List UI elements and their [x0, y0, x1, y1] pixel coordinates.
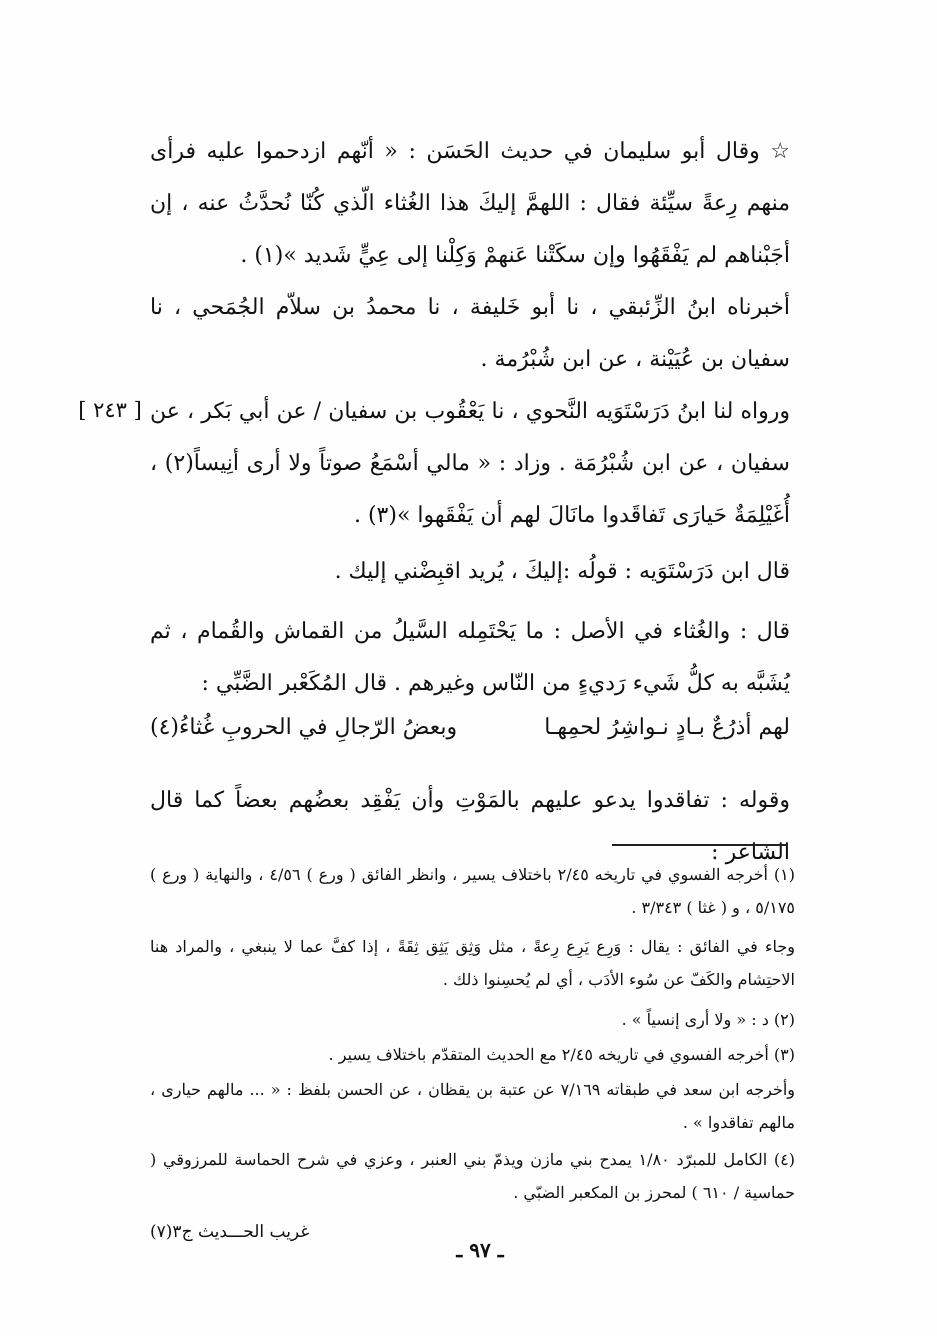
footnote-4: (٤) الكامل للمبرّد ١/٨٠ يمدح بني مازن ويذمّ بني العنبر ، وعزي في شرح الحماسة للمرزوقي ( حماسية / ٦١٠ ) لمحرز بن المكعبر الضبّي . [150, 1150, 796, 1202]
manuscript-page-ref: [ ٢٤٣ ] [78, 398, 142, 422]
footnote-3: (٣) أخرجه الفسوي في تاريخه ٢/٤٥ مع الحديث المتقدّم باختلاف يسير . [328, 1045, 795, 1064]
footnote-3-continued: وأخرجه ابن سعد في طبقاته ٧/١٦٩ عن عتبة بن يقظان ، عن الحسن بلفظ : « ... مالهم حيارى ، مالهم تفاقدوا » . [150, 1080, 796, 1132]
footnote-1: (١) أخرجه الفسوي في تاريخه ٢/٤٥ باختلاف يسير ، وانظر الفائق ( ورع ) ٤/٥٦ ، والنهاية ( ورع ) ٥/١٧٥ ، و ( غثا ) ٣/٣٤٣ . [150, 865, 795, 917]
poetry-verse [150, 715, 790, 740]
page-number: ـ ٩٧ ـ [456, 1238, 504, 1262]
footnote-separator [612, 844, 788, 846]
paragraph-ghutha-meaning: قال : والغُثاء في الأصل : ما يَحْتَمِله السَّيلُ من القماش والقُمام ، ثم يُشَبَّه به كلُّ شَيء رَديءٍ من النّاس وغيرهم . قال المُكَعْبر الضَّبِّي : [150, 619, 790, 696]
book-title-footer: غريب الحـــديث ج٣(٧) [150, 1222, 310, 1242]
paragraph-isnad-zibaqi: أخبرناه ابنُ الزِّئبقي ، نا أبو خَليفة ، نا محمدُ بن سلاّم الجُمَحي ، نا سفيان بن عُيَيْنة ، عن ابن شُبْرُمة . [150, 295, 790, 372]
paragraph-hasan-hadith: ☆ وقال أبو سليمان في حديث الحَسَن : « أنّهم ازدحموا عليه فرأى منهم رِعةً سيِّئة فقال : اللهمَّ إليكَ هذا الغُثاء الّذي كُنّا نُحدَّثُ عنه ، إن أجَبْناهم لم يَفْقَهُوا وإن سكَتْنا عَنهمْ وَكِلْنا إلى عِيٍّ شَديد »(١) . [150, 139, 790, 268]
verse-first-hemistich: لهم أذرُعٌ بـادٍ نـواشِرُ لحمِهـا [544, 715, 790, 740]
footnote-1-continued: وجاء في الفائق : يقال : وَرِع يَرِع رِعةً ، مثل وَثِق يَثِق ثِقَةً ، إذا كفَّ عما لا ينبغي ، والمراد هنا الاحتِشام والكَفّ عن سُوء الأدَب ، أي لم يُحسِنوا ذلك . [150, 937, 795, 989]
verse-second-hemistich: وبعضُ الرّجالِ في الحروبِ غُثاءُ(٤) [150, 715, 458, 740]
paragraph-explanation-ilayk: قال ابن دَرَسْتَوَيه : قولُه :إليكَ ، يُريد اقبِضْني إليك . [334, 559, 790, 584]
footnote-2: (٢) د : « ولا أرى إنسياً » . [621, 1010, 795, 1029]
paragraph-darastawayh-riwaya: ورواه لنا ابنُ دَرَسْتَوَيه النَّحوي ، نا يَعْقُوب بن سفيان / عن أبي بَكر ، عن سفيان ، عن ابن شُبْرُمَة . وزاد : « مالي أسْمَعُ صوتاً ولا أرى أنِيساً(٢) ، أُغَيْلِمَةٌ حَيارَى تَفاقَدوا مانَالَ لهم أن يَفْقَهوا »(٣) . [150, 399, 790, 528]
paragraph-tafaqadu: وقوله : تفاقدوا يدعو عليهم بالمَوْتِ وأن يَفْقِد بعضُهم بعضاً كما قال الشاعر : [150, 788, 790, 865]
